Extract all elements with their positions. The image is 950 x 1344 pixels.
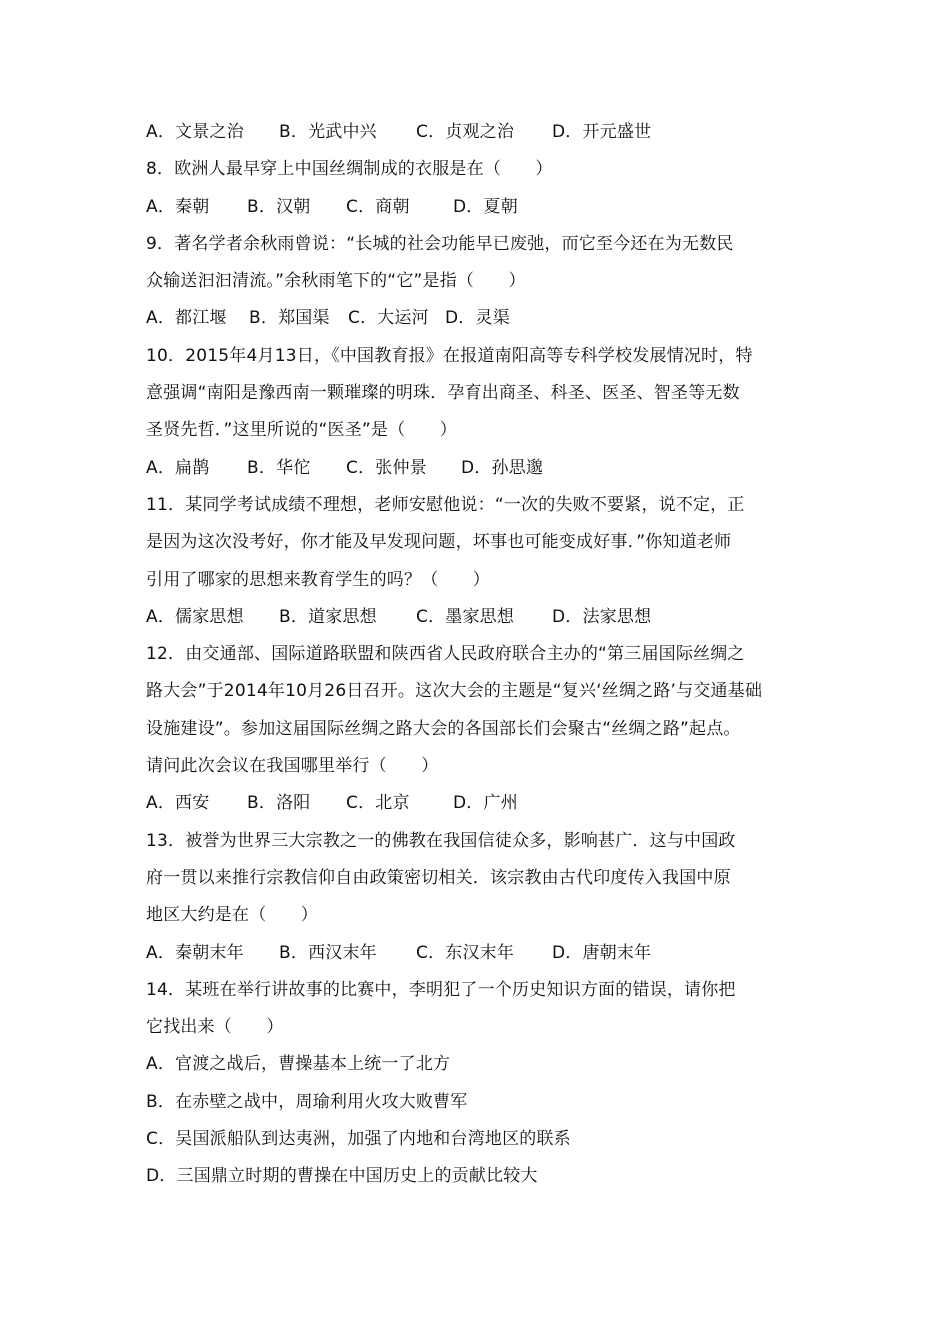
q13-stem-line-2: 府一贯以来推行宗教信仰自由政策密切相关．该宗教由古代印度传入我国中原 bbox=[146, 867, 731, 888]
q7-option-d: D．开元盛世 bbox=[552, 122, 652, 142]
q8-option-a: A．秦朝 bbox=[146, 196, 210, 217]
q9-stem-line-1: 9．著名学者余秋雨曾说：“长城的社会功能早已废弛，而它至今还在为无数民 bbox=[146, 233, 734, 254]
q13-option-b: B．西汉末年 bbox=[279, 942, 377, 963]
q10-stem-line-1: 10．2015年4月13日，《中国教育报》在报道南阳高等专科学校发展情况时，特 bbox=[146, 345, 753, 366]
q11-option-a: A．儒家思想 bbox=[146, 606, 244, 627]
q9-option-b: B．郑国渠 bbox=[249, 308, 330, 329]
q14-option-c: C．吴国派船队到达夷洲，加强了内地和台湾地区的联系 bbox=[146, 1129, 571, 1150]
q14-option-b: B．在赤壁之战中，周瑜利用火攻大败曹军 bbox=[146, 1091, 468, 1112]
q12-option-a: A．西安 bbox=[146, 793, 210, 814]
q9-options bbox=[146, 300, 810, 337]
q13-option-d: D．唐朝末年 bbox=[552, 942, 652, 963]
q12-stem-line-3: 设施建设”。参加这届国际丝绸之路大会的各国部长们会聚古“丝绸之路”起点。 bbox=[146, 718, 741, 739]
q11-option-b: B．道家思想 bbox=[279, 606, 377, 627]
q8-option-c: C．商朝 bbox=[346, 196, 410, 217]
q10-option-c: C．张仲景 bbox=[346, 457, 427, 478]
q9-option-d: D．灵渠 bbox=[445, 308, 510, 329]
q7-option-c: C．贞观之治 bbox=[416, 122, 515, 142]
q7-option-b: B．光武中兴 bbox=[279, 122, 377, 142]
q7-options bbox=[146, 114, 810, 151]
q11-option-c: C．墨家思想 bbox=[416, 606, 515, 627]
q12-stem-line-4: 请问此次会议在我国哪里举行（ ） bbox=[146, 756, 439, 777]
q8-stem: 8．欧洲人最早穿上中国丝绸制成的衣服是在（ ） bbox=[146, 159, 553, 180]
q8-options bbox=[146, 189, 810, 226]
q12-option-d: D．广州 bbox=[453, 793, 518, 814]
q11-stem-line-3: 引用了哪家的思想来教育学生的吗？（ ） bbox=[146, 569, 490, 590]
q12-option-c: C．北京 bbox=[346, 793, 410, 814]
q13-option-a: A．秦朝末年 bbox=[146, 942, 244, 963]
q10-options bbox=[146, 450, 810, 487]
q8-option-b: B．汉朝 bbox=[247, 196, 311, 217]
q7-option-a: A．文景之治 bbox=[146, 122, 244, 142]
exam-page bbox=[146, 114, 810, 1196]
q10-stem-line-2: 意强调“南阳是豫西南一颗璀璨的明珠．孕育出商圣、科圣、医圣、智圣等无数 bbox=[146, 383, 740, 404]
q13-stem-line-3: 地区大约是在（ ） bbox=[146, 905, 318, 926]
q14-option-d: D．三国鼎立时期的曹操在中国历史上的贡献比较大 bbox=[146, 1166, 538, 1187]
q9-option-c: C．大运河 bbox=[348, 308, 429, 329]
q12-options bbox=[146, 785, 810, 822]
q14-option-a: A．官渡之战后，曹操基本上统一了北方 bbox=[146, 1054, 451, 1075]
q13-options bbox=[146, 935, 810, 972]
q13-stem-line-1: 13．被誉为世界三大宗教之一的佛教在我国信徒众多，影响甚广．这与中国政 bbox=[146, 830, 736, 851]
q12-stem-line-1: 12．由交通部、国际道路联盟和陕西省人民政府联合主办的“第三届国际丝绸之 bbox=[146, 644, 745, 665]
q13-option-c: C．东汉末年 bbox=[416, 942, 515, 963]
q12-stem-line-2: 路大会”于2014年10月26日召开。这次大会的主题是“复兴‘丝绸之路’与交通基础 bbox=[146, 681, 763, 702]
q12-option-b: B．洛阳 bbox=[247, 793, 311, 814]
q10-option-a: A．扁鹊 bbox=[146, 457, 210, 478]
q14-stem-line-1: 14．某班在举行讲故事的比赛中，李明犯了一个历史知识方面的错误，请你把 bbox=[146, 979, 736, 1000]
q11-options bbox=[146, 599, 810, 636]
q10-option-d: D．孙思邈 bbox=[461, 457, 544, 478]
q10-stem-line-3: 圣贤先哲．”这里所说的“医圣”是（ ） bbox=[146, 420, 457, 441]
q10-option-b: B．华佗 bbox=[247, 457, 311, 478]
q9-stem-line-2: 众输送汩汩清流。”余秋雨笔下的“它”是指（ ） bbox=[146, 271, 526, 292]
q9-option-a: A．都江堰 bbox=[146, 308, 227, 329]
q11-option-d: D．法家思想 bbox=[552, 606, 652, 627]
q11-stem-line-1: 11．某同学考试成绩不理想，老师安慰他说：“一次的失败不要紧，说不定，正 bbox=[146, 494, 745, 515]
q8-option-d: D．夏朝 bbox=[453, 196, 518, 217]
q14-stem-line-2: 它找出来（ ） bbox=[146, 1017, 284, 1038]
q11-stem-line-2: 是因为这次没考好，你才能及早发现问题，坏事也可能变成好事．”你知道老师 bbox=[146, 532, 732, 553]
